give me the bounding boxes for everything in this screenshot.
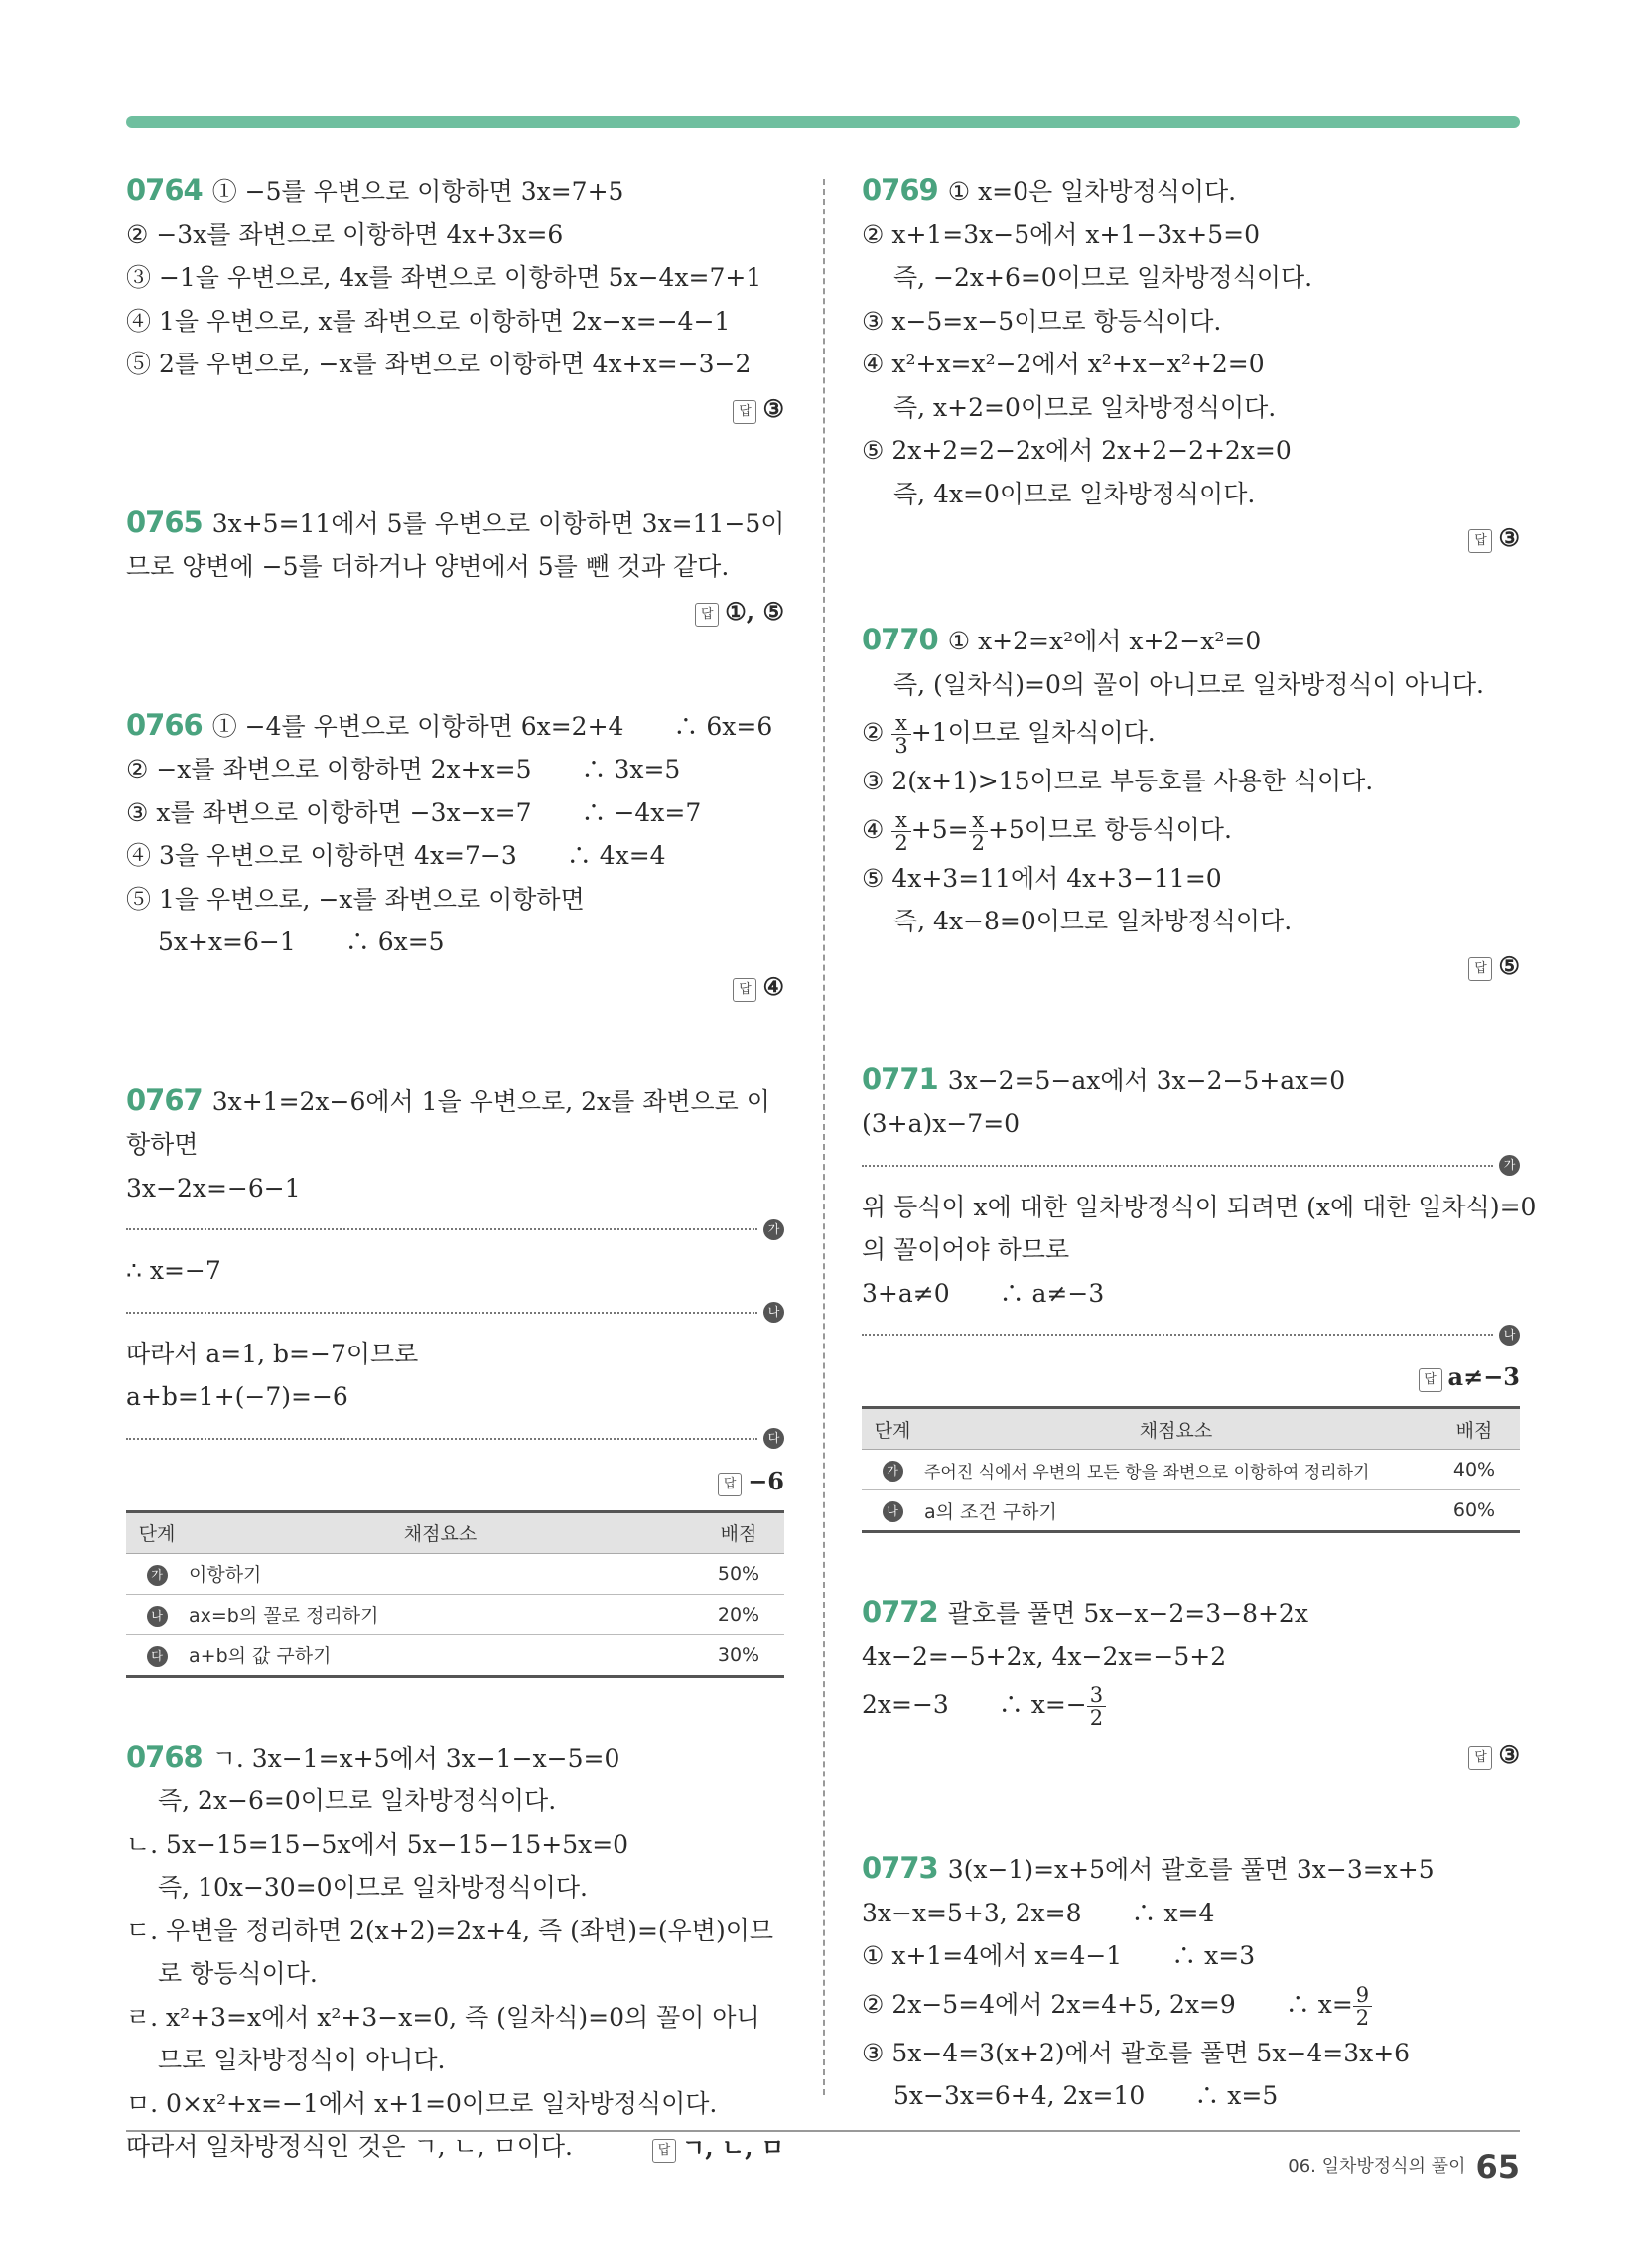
problem-0771: [862, 1059, 1537, 1534]
solution-line: 3x−2x=−6−1: [126, 1173, 301, 1203]
solution-line: 즉, 4x=0이므로 일차방정식이다.: [893, 479, 1256, 508]
fraction: $\frac{9}{2}$: [1353, 1984, 1372, 2029]
step-separator: [126, 1293, 784, 1333]
problem-0766: [126, 704, 784, 1010]
page-footer: [1288, 2148, 1520, 2186]
fraction: $\frac{3}{2}$: [1087, 1684, 1106, 1729]
footer-rule: [126, 2130, 1520, 2132]
answer: 답 ③: [862, 515, 1520, 561]
table-row: 가 이항하기 50%: [126, 1553, 784, 1594]
step-separator: [126, 1209, 784, 1249]
solution-line: ④ 3을 우변으로 이항하면 4x=7−3 ∴ 4x=4: [126, 841, 666, 870]
step-separator: [862, 1315, 1520, 1354]
problem-0765: [126, 501, 784, 635]
solution-line: 의 꼴이어야 하므로: [862, 1235, 1070, 1264]
problem-number: 0764: [126, 173, 203, 207]
step-tag: 나: [883, 1501, 903, 1522]
solution-line: 므로 양변에 −5를 더하거나 양변에서 5를 뺀 것과 같다.: [126, 552, 730, 581]
solution-line: 따라서 a=1, b=−7이므로: [126, 1339, 419, 1368]
table-header: 배점: [1429, 1408, 1520, 1450]
solution-line: ③ −1을 우변으로, 4x를 좌변으로 이항하면 5x−4x=7+1: [126, 263, 762, 292]
step-tag: 나: [763, 1302, 784, 1323]
table-row: 가 주어진 식에서 우변의 모든 항을 좌변으로 이항하여 정리하기 40%: [862, 1450, 1520, 1490]
solution-line: 즉, 4x−8=0이므로 일차방정식이다.: [893, 907, 1293, 935]
answer: 답 ㄱ, ㄴ, ㅁ: [652, 2125, 784, 2171]
solution-line: 즉, x+2=0이므로 일차방정식이다.: [893, 392, 1277, 422]
solution-line: 3x+5=11에서 5를 우변으로 이항하면 3x=11−5이: [211, 508, 785, 538]
step-separator: [862, 1146, 1520, 1186]
table-header: 채점요소: [923, 1408, 1429, 1450]
solution-line: ③ 5x−4=3(x+2)에서 괄호를 풀면 5x−4=3x+6: [862, 2038, 1411, 2067]
step-tag: 가: [147, 1565, 168, 1586]
answer-mark: 답: [733, 978, 756, 1002]
solution-line: 므로 일차방정식이 아니다.: [158, 2046, 446, 2074]
solution-line: 즉, −2x+6=0이므로 일차방정식이다.: [893, 263, 1313, 292]
answer: 답 ③: [126, 386, 784, 432]
answer-mark: 답: [1419, 1368, 1442, 1392]
solution-line: ⑤ 1을 우변으로, −x를 좌변으로 이항하면: [126, 884, 585, 914]
solution-line: ㄹ. x²+3=x에서 x²+3−x=0, 즉 (일차식)=0의 꼴이 아니: [126, 2002, 760, 2032]
problem-number: 0771: [862, 1062, 938, 1096]
solution-line: 즉, 2x−6=0이므로 일차방정식이다.: [158, 1786, 557, 1815]
step-tag: 가: [1499, 1155, 1520, 1176]
answer-mark: 답: [1468, 957, 1492, 981]
right-column: [862, 169, 1537, 2118]
table-header: 채점요소: [188, 1511, 693, 1553]
step-tag: 가: [763, 1219, 784, 1240]
scoring-table: [126, 1510, 784, 1678]
problem-0768: [126, 1736, 784, 2172]
problem-number: 0772: [862, 1595, 938, 1629]
step-separator: [126, 1419, 784, 1459]
solution-line: ② −3x를 좌변으로 이항하면 4x+3x=6: [126, 219, 564, 249]
solution-line: 3(x−1)=x+5에서 괄호를 풀면 3x−3=x+5: [947, 1855, 1435, 1884]
step-tag: 나: [147, 1606, 168, 1627]
solution-line: 3+a≠0 ∴ a≠−3: [862, 1278, 1105, 1308]
answer-mark: 답: [718, 1473, 742, 1496]
solution-line: ③ x−5=x−5이므로 항등식이다.: [862, 306, 1222, 336]
solution-line: ∴ x=−7: [126, 1256, 221, 1285]
step-tag: 나: [1499, 1325, 1520, 1346]
solution-line: ㄱ. 3x−1=x+5에서 3x−1−x−5=0: [211, 1743, 620, 1772]
step-tag: 가: [883, 1461, 903, 1482]
solution-line: 로 항등식이다.: [158, 1959, 318, 1988]
solution-line: 즉, (일차식)=0의 꼴이 아니므로 일차방정식이 아니다.: [893, 669, 1484, 699]
solution-line: ① x=0은 일차방정식이다.: [947, 177, 1237, 206]
solution-line: ① x+1=4에서 x=4−1 ∴ x=3: [862, 1941, 1256, 1970]
solution-line: ④ 1을 우변으로, x를 좌변으로 이항하면 2x−x=−4−1: [126, 306, 731, 336]
problem-number: 0766: [126, 707, 203, 742]
solution-line: ① x+2=x²에서 x+2−x²=0: [947, 627, 1262, 655]
table-header: 단계: [862, 1408, 923, 1450]
solution-line: ④ x²+x=x²−2에서 x²+x−x²+2=0: [862, 350, 1265, 378]
table-header: 배점: [693, 1511, 784, 1553]
answer-mark: 답: [1468, 529, 1492, 553]
solution-line: 3x−x=5+3, 2x=8 ∴ x=4: [862, 1898, 1215, 1927]
solution-line: ④ $\frac{x}{2}$ +5= $\frac{x}{2}$ +5이므로 항등식이다.: [862, 807, 1232, 855]
solution-line: ⑤ 2를 우변으로, −x를 좌변으로 이항하면 4x+x=−3−2: [126, 350, 752, 378]
problem-0764: [126, 169, 784, 432]
solution-line: 5x+x=6−1 ∴ 6x=5: [158, 927, 445, 956]
problem-number: 0773: [862, 1851, 938, 1885]
step-tag: 다: [147, 1646, 168, 1667]
answer: 답 a≠−3: [862, 1354, 1520, 1400]
page-number: 65: [1475, 2148, 1520, 2186]
solution-line: ③ 2(x+1)>15이므로 부등호를 사용한 식이다.: [862, 767, 1374, 795]
left-column: [126, 169, 784, 2171]
solution-line: 4x−2=−5+2x, 4x−2x=−5+2: [862, 1641, 1227, 1671]
answer: 답 ⑤: [862, 943, 1520, 989]
answer: 답 ③: [862, 1732, 1520, 1777]
problem-number: 0767: [126, 1082, 203, 1117]
answer: 답 ④: [126, 964, 784, 1010]
solution-line: (3+a)x−7=0: [862, 1109, 1021, 1138]
solution-line: a+b=1+(−7)=−6: [126, 1382, 348, 1411]
answer: 답 −6: [126, 1459, 784, 1504]
fraction: $\frac{x}{2}$: [891, 809, 910, 854]
problem-number: 0770: [862, 623, 938, 656]
problem-number: 0768: [126, 1739, 203, 1773]
step-tag: 다: [763, 1428, 784, 1449]
solution-line: 즉, 10x−30=0이므로 일차방정식이다.: [158, 1873, 588, 1902]
solution-line: 항하면: [126, 1130, 199, 1159]
table-header: 단계: [126, 1511, 188, 1553]
solution-line: ② 2x−5=4에서 2x=4+5, 2x=9 ∴ x= $\frac{9}{2}$: [862, 1978, 1520, 2032]
solution-line: ② $\frac{x}{3}$ +1이므로 일차식이다.: [862, 711, 1156, 758]
solution-line: ㄷ. 우변을 정리하면 2(x+2)=2x+4, 즉 (좌변)=(우변)이므: [126, 1915, 774, 1945]
table-row: 나 a의 조건 구하기 60%: [862, 1490, 1520, 1532]
fraction: $\frac{x}{3}$: [891, 712, 910, 757]
answer-mark: 답: [652, 2139, 676, 2163]
chapter-title: 06. 일차방정식의 풀이: [1288, 2156, 1466, 2177]
solution-line: ② −x를 좌변으로 이항하면 2x+x=5 ∴ 3x=5: [126, 755, 681, 783]
column-divider: [823, 179, 825, 2095]
answer: 답 ①, ⑤: [126, 589, 784, 635]
solution-line: ㅁ. 0×x²+x=−1에서 x+1=0이므로 일차방정식이다.: [126, 2088, 718, 2118]
solution-line: 2x=−3 ∴ x=− $\frac{3}{2}$: [862, 1678, 1520, 1732]
problem-0767: [126, 1079, 784, 1678]
problem-number: 0769: [862, 173, 938, 207]
solution-line: ① −4를 우변으로 이항하면 6x=2+4 ∴ 6x=6: [211, 711, 773, 741]
solution-line: 3x+1=2x−6에서 1을 우변으로, 2x를 좌변으로 이: [211, 1086, 770, 1116]
problem-0773: [862, 1847, 1520, 2118]
solution-line: ② x+1=3x−5에서 x+1−3x+5=0: [862, 219, 1260, 249]
table-row: 다 a+b의 값 구하기 30%: [126, 1634, 784, 1676]
top-accent-bar: [126, 116, 1520, 128]
problem-0770: [862, 619, 1520, 989]
solution-line: 3x−2=5−ax에서 3x−2−5+ax=0: [947, 1065, 1346, 1095]
solution-line: ⑤ 4x+3=11에서 4x+3−11=0: [862, 863, 1222, 893]
solution-line: 위 등식이 x에 대한 일차방정식이 되려면 (x에 대한 일차식)=0: [862, 1192, 1537, 1221]
fraction: $\frac{x}{2}$: [969, 809, 988, 854]
solution-line: 5x−3x=6+4, 2x=10 ∴ x=5: [893, 2081, 1279, 2110]
solution-line: ③ x를 좌변으로 이항하면 −3x−x=7 ∴ −4x=7: [126, 797, 702, 827]
scoring-table: [862, 1406, 1520, 1533]
solution-line: 따라서 일차방정식인 것은 ㄱ, ㄴ, ㅁ이다.: [126, 2132, 573, 2161]
solution-line: 괄호를 풀면 5x−x−2=3−8+2x: [947, 1599, 1308, 1628]
problem-0769: [862, 169, 1520, 561]
answer-mark: 답: [1468, 1746, 1492, 1770]
solution-line: ㄴ. 5x−15=15−5x에서 5x−15−15+5x=0: [126, 1829, 629, 1859]
solution-line: ① −5를 우변으로 이항하면 3x=7+5: [211, 177, 624, 206]
solution-line: ⑤ 2x+2=2−2x에서 2x+2−2+2x=0: [862, 436, 1292, 465]
answer-mark: 답: [695, 603, 719, 627]
answer-mark: 답: [733, 400, 756, 424]
problem-0772: [862, 1591, 1520, 1777]
table-row: 나 ax=b의 꼴로 정리하기 20%: [126, 1594, 784, 1634]
problem-number: 0765: [126, 504, 203, 539]
